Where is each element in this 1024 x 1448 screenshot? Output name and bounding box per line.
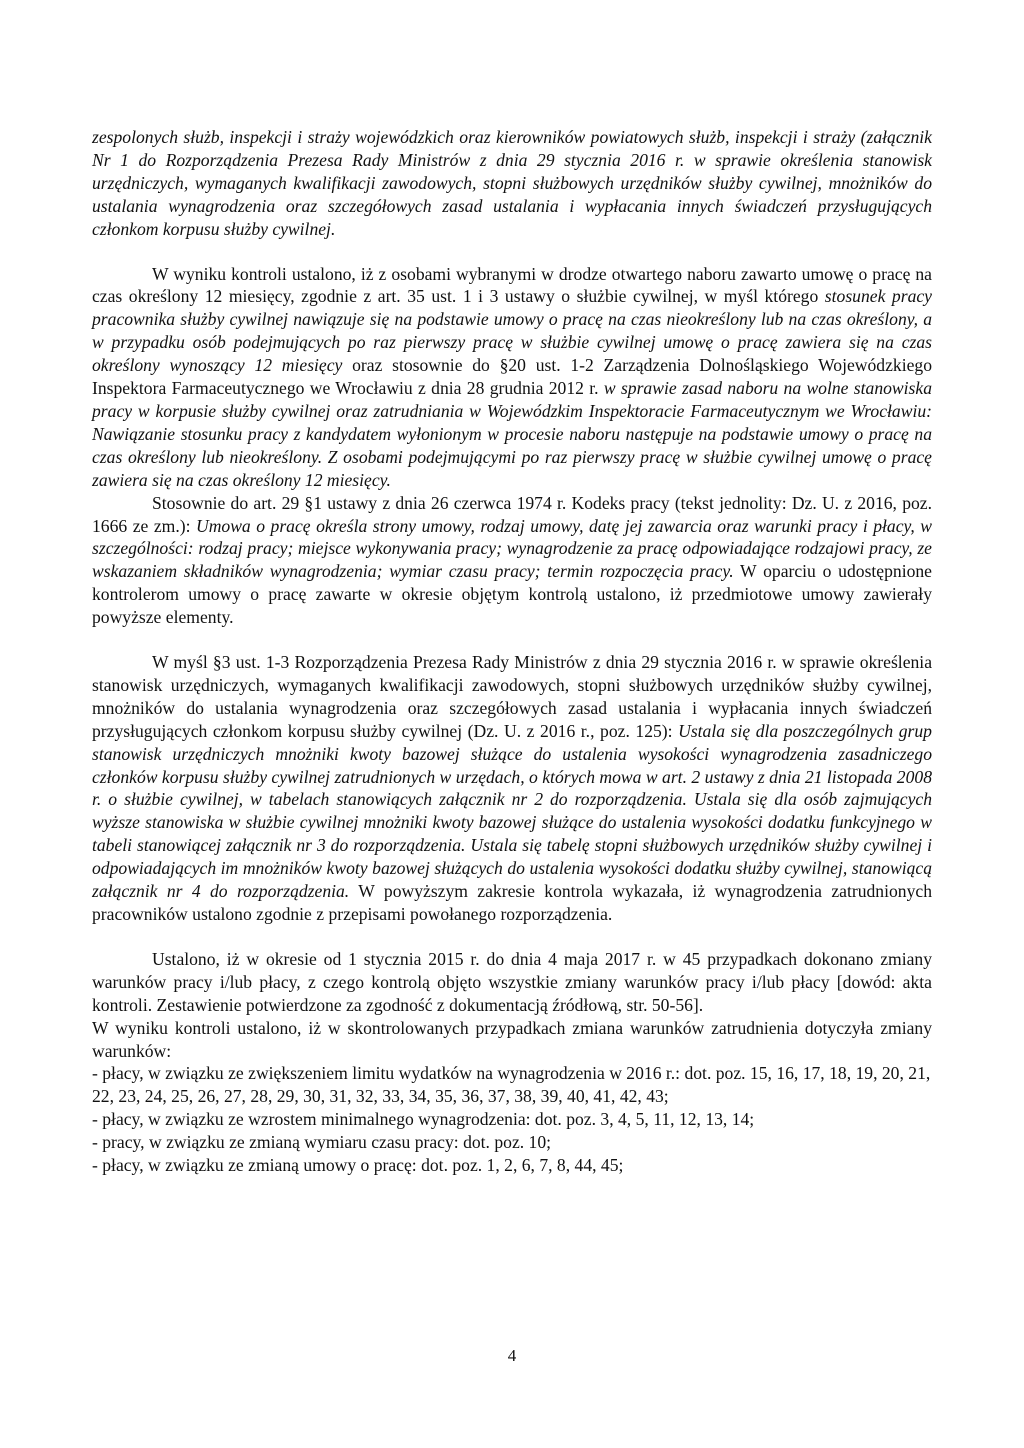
list-item: - płacy, w związku ze zwiększeniem limitu wydatków na wynagrodzenia w 2016 r.: dot. poz. 15, 16, 17, 18, 19, 20, 21, 22, 23, 24, 25, 26, 27, 28, 29, 30, 31, 32, 33, 34, 35, 36, 37, 38, 39, 40, 41, 42, 43; [92, 1063, 931, 1107]
text-run: W powyższym zakresie kontrola wykazała, iż wynagrodzenia zatrudnionych pracowników ustalono zgodnie z przepisami powołanego rozporządzenia. [92, 881, 932, 924]
paragraph-contract-term [92, 263, 932, 492]
paragraph-multipliers [92, 651, 932, 926]
list-item: - płacy, w związku ze zmianą umowy o pracę: dot. poz. 1, 2, 6, 7, 8, 44, 45; [92, 1155, 624, 1176]
text-run: Stosownie do art. 29 §1 ustawy z dnia 26 czerwca 1974 r. Kodeks pracy (tekst jednolity: Dz. U. z 2016, poz. 1666 ze zm.): [92, 492, 932, 536]
page-number: 4 [507, 1346, 517, 1365]
italic-quote: w sprawie zasad naboru na wolne stanowiska pracy w korpusie służby cywilnej oraz zatrudniania w Wojewódzkim Inspektoracie Farmaceutycznym we Wrocławiu: Nawiązanie stosunku pracy z kandydatem wyłonionym w procesie naboru następuje na podstawie umowy o pracę na czas określony lub nieokreślony. Z osobami podejmującymi po raz pierwszy pracę w służbie cywilnej umowę o pracę zawiera się na czas określony 12 miesięcy. [92, 378, 932, 490]
text-run: W myśl §3 ust. 1-3 Rozporządzenia Prezesa Rady Ministrów z dnia 29 stycznia 2016 r. w sprawie określenia stanowisk urzędniczych, wymaganych kwalifikacji zawodowych, stopni służbowych urzędników służby cywilnej, mnożników do ustalania wynagrodzenia oraz szczegółowych zasad ustalania i wypłacania innych świadczeń przysługujących członkom korpusu służby cywilnej (Dz. U. z 2016 r., poz. 125): [92, 652, 932, 741]
paragraph-changes-intro: W wyniku kontroli ustalono, iż w skontrolowanych przypadkach zmiana warunków zatrudnienia dotyczyła zmiany warunków: [92, 1017, 932, 1061]
list-item: - płacy, w związku ze wzrostem minimalnego wynagrodzenia: dot. poz. 3, 4, 5, 11, 12, 13, 14; [92, 1109, 755, 1130]
italic-quote: zespolonych służb, inspekcji i straży wojewódzkich oraz kierowników powiatowych służb, inspekcji i straży (załącznik Nr 1 do Rozporządzenia Prezesa Rady Ministrów z dnia 29 stycznia 2016 r. w sprawie określenia stanowisk urzędniczych, wymaganych kwalifikacji zawodowych, stopni służbowych urzędników służby cywilnej, mnożników do ustalania wynagrodzenia oraz szczegółowych zasad ustalania i wypłacania innych świadczeń przysługujących członkom korpusu służby cywilnej. [92, 127, 932, 239]
italic-quote: stosunek pracy pracownika służby cywilnej nawiązuje się na podstawie umowy o pracę na czas nieokreślony lub na czas określony, a w przypadku osób podejmujących po raz pierwszy pracę w służbie cywilnej umowę o pracę zawiera się na czas określony wynoszący 12 miesięcy [92, 286, 932, 376]
text-run: oraz stosownie do §20 ust. 1-2 Zarządzenia Dolnośląskiego Wojewódzkiego Inspektora Farmaceutycznego we Wrocławiu z dnia 28 grudnia 2012 r. [92, 355, 932, 399]
document-body [92, 126, 932, 1177]
text-run: W oparciu o udostępnione kontrolerom umowy o pracę zawarte w okresie objętym kontrolą ustalono, iż przedmiotowe umowy zawierały powyższe elementy. [92, 561, 932, 628]
text-run: W wyniku kontroli ustalono, iż z osobami wybranymi w drodze otwartego naboru zawarto umowę o pracę na czas określony 12 miesięcy, zgodnie z art. 35 ust. 1 i 3 ustawy o służbie cywilnej, w myśl którego [92, 263, 932, 307]
paragraph-changes-count: Ustalono, iż w okresie od 1 stycznia 2015 r. do dnia 4 maja 2017 r. w 45 przypadkach dokonano zmiany warunków pracy i/lub płacy, z czego kontrolą objęto wszystkie zmiany warunków pracy i/lub płacy [dowód: akta kontroli. Zestawienie potwierdzone za zgodność z dokumentacją źródłową, str. 50-56]. [92, 948, 932, 1015]
italic-quote: Ustala się dla poszczególnych grup stanowisk urzędniczych mnożniki kwoty bazowej służące do ustalenia wysokości wynagrodzenia zasadniczego członków korpusu służby cywilnej zatrudnionych w urzędach, o których mowa w art. 2 ustawy z dnia 21 listopada 2008 r. o służbie cywilnej, w tabelach stanowiących załącznik nr 2 do rozporządzenia. Ustala się dla osób zajmujących wyższe stanowiska w służbie cywilnej mnożniki kwoty bazowej służące do ustalenia wysokości dodatku funkcyjnego w tabeli stanowiącej załącznik nr 3 do rozporządzenia. Ustala się tabelę stopni służbowych urzędników służby cywilnej i odpowiadających im mnożników kwoty bazowej służących do ustalenia wysokości dodatku służby cywilnej, stanowiącą załącznik nr 4 do rozporządzenia. [92, 720, 932, 902]
paragraph-regulation-annex [92, 126, 932, 241]
list-item: - pracy, w związku ze zmianą wymiaru czasu pracy: dot. poz. 10; [92, 1132, 552, 1153]
italic-quote: Umowa o pracę określa strony umowy, rodzaj umowy, datę jej zawarcia oraz warunki pracy i płacy, w szczególności: rodzaj pracy; miejsce wykonywania pracy; wynagrodzenie za pracę odpowiadające rodzajowi pracy, ze wskazaniem składników wynagrodzenia; wymiar czasu pracy; termin rozpoczęcia pracy. [92, 515, 932, 582]
paragraph-labour-code [92, 492, 932, 629]
